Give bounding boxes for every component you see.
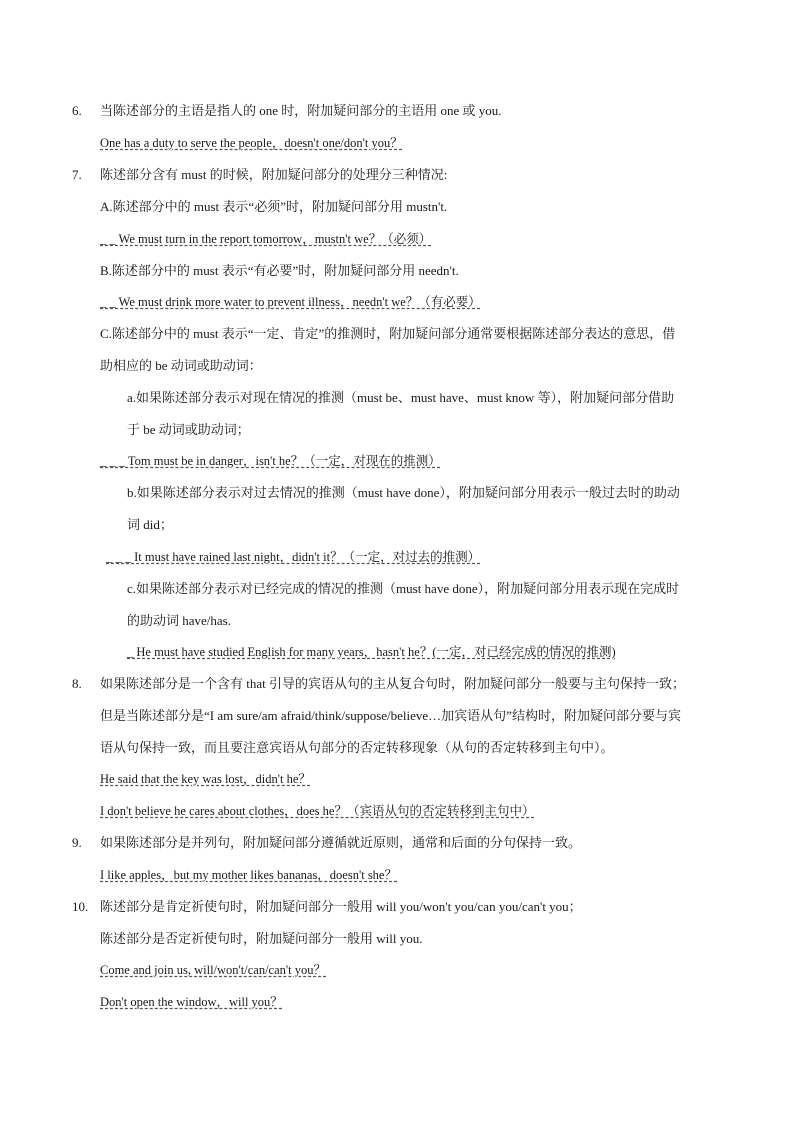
item-10-example-1: Come and join us, will/won't/can/can't you？ (100, 963, 327, 977)
item-7-case-c-line1: C.陈述部分中的 must 表示“一定、肯定”的推测时，附加疑问部分通常要根据陈述部分表达的意思，借 (100, 326, 676, 341)
item-7-sub-a-line2: 于 be 动词或助动词； (127, 422, 250, 437)
item-10-rule-line1: 陈述部分是肯定祈使句时，附加疑问部分一般用 will you/won't you/can you/can't you； (100, 899, 582, 914)
item-number-8: 8. (72, 676, 82, 691)
item-7-sub-c-line1: c.如果陈述部分表示对已经完成的情况的推测（must have done），附加疑问部分用表示现在完成时 (127, 581, 680, 596)
item-8-rule-line2: 但是当陈述部分是“I am sure/am afraid/think/suppose/believe…加宾语从句”结构时，附加疑问部分要与宾 (100, 708, 681, 723)
item-8-example-1: He said that the key was lost，didn't he？ (100, 772, 311, 786)
item-number-9: 9. (72, 835, 82, 850)
item-7-case-b-example: _ _ We must drink more water to prevent illness，needn't we？（有必要） (100, 295, 481, 309)
item-8-rule-line1: 如果陈述部分是一个含有 that 引导的宾语从句的主从复合句时，附加疑问部分一般要与主句保持一致； (100, 676, 685, 691)
item-8-example-2: I don't believe he cares about clothes，does he？（宾语从句的否定转移到主句中） (100, 804, 535, 818)
item-number-6: 6. (72, 103, 82, 118)
item-6-example: One has a duty to serve the people，doesn't one/don't you？ (100, 136, 403, 150)
item-9-rule: 如果陈述部分是并列句，附加疑问部分遵循就近原则，通常和后面的分句保持一致。 (100, 835, 582, 850)
item-7-sub-c-line2: 的助动词 have/has. (127, 613, 231, 628)
item-7-sub-a-example: _ _ _ Tom must be in danger，isn't he？（一定，对现在的推测） (100, 454, 441, 468)
item-7-sub-b-line2: 词 did； (127, 517, 173, 532)
item-number-10: 10. (72, 899, 89, 914)
item-10-rule-line2: 陈述部分是否定祈使句时，附加疑问部分一般用 will you. (100, 931, 423, 946)
item-8-rule-line3: 语从句保持一致，而且要注意宾语从句部分的否定转移现象（从句的否定转移到主句中）。 (100, 740, 614, 755)
item-7-sub-c-example: _ He must have studied English for many years，hasn't he？(一定，对已经完成的情况的推测) (127, 645, 616, 659)
item-7-case-a: A.陈述部分中的 must 表示“必须”时，附加疑问部分用 mustn't. (100, 199, 448, 214)
item-number-7: 7. (72, 167, 82, 182)
item-7-case-a-example: _ _ We must turn in the report tomorrow，mustn't we？（必须） (100, 232, 432, 246)
item-7-case-c-line2: 助相应的 be 动词或助动词： (100, 358, 262, 373)
item-7-sub-a-line1: a.如果陈述部分表示对现在情况的推测（must be、must have、must know 等），附加疑问部分借助 (127, 390, 675, 405)
item-7-sub-b-example: _ _ _ It must have rained last night，didn't it？（一定，对过去的推测） (106, 550, 481, 564)
item-10-example-2: Don't open the window，will you？ (100, 995, 283, 1009)
item-9-example: I like apples，but my mother likes bananas，doesn't she？ (100, 868, 397, 882)
item-7-case-b: B.陈述部分中的 must 表示“有必要”时，附加疑问部分用 needn't. (100, 263, 459, 278)
item-7-sub-b-line1: b.如果陈述部分表示对过去情况的推测（must have done），附加疑问部分用表示一般过去时的助动 (127, 485, 680, 500)
item-6-rule: 当陈述部分的主语是指人的 one 时，附加疑问部分的主语用 one 或 you. (100, 103, 502, 118)
item-7-rule: 陈述部分含有 must 的时候，附加疑问部分的处理分三种情况: (100, 167, 448, 182)
